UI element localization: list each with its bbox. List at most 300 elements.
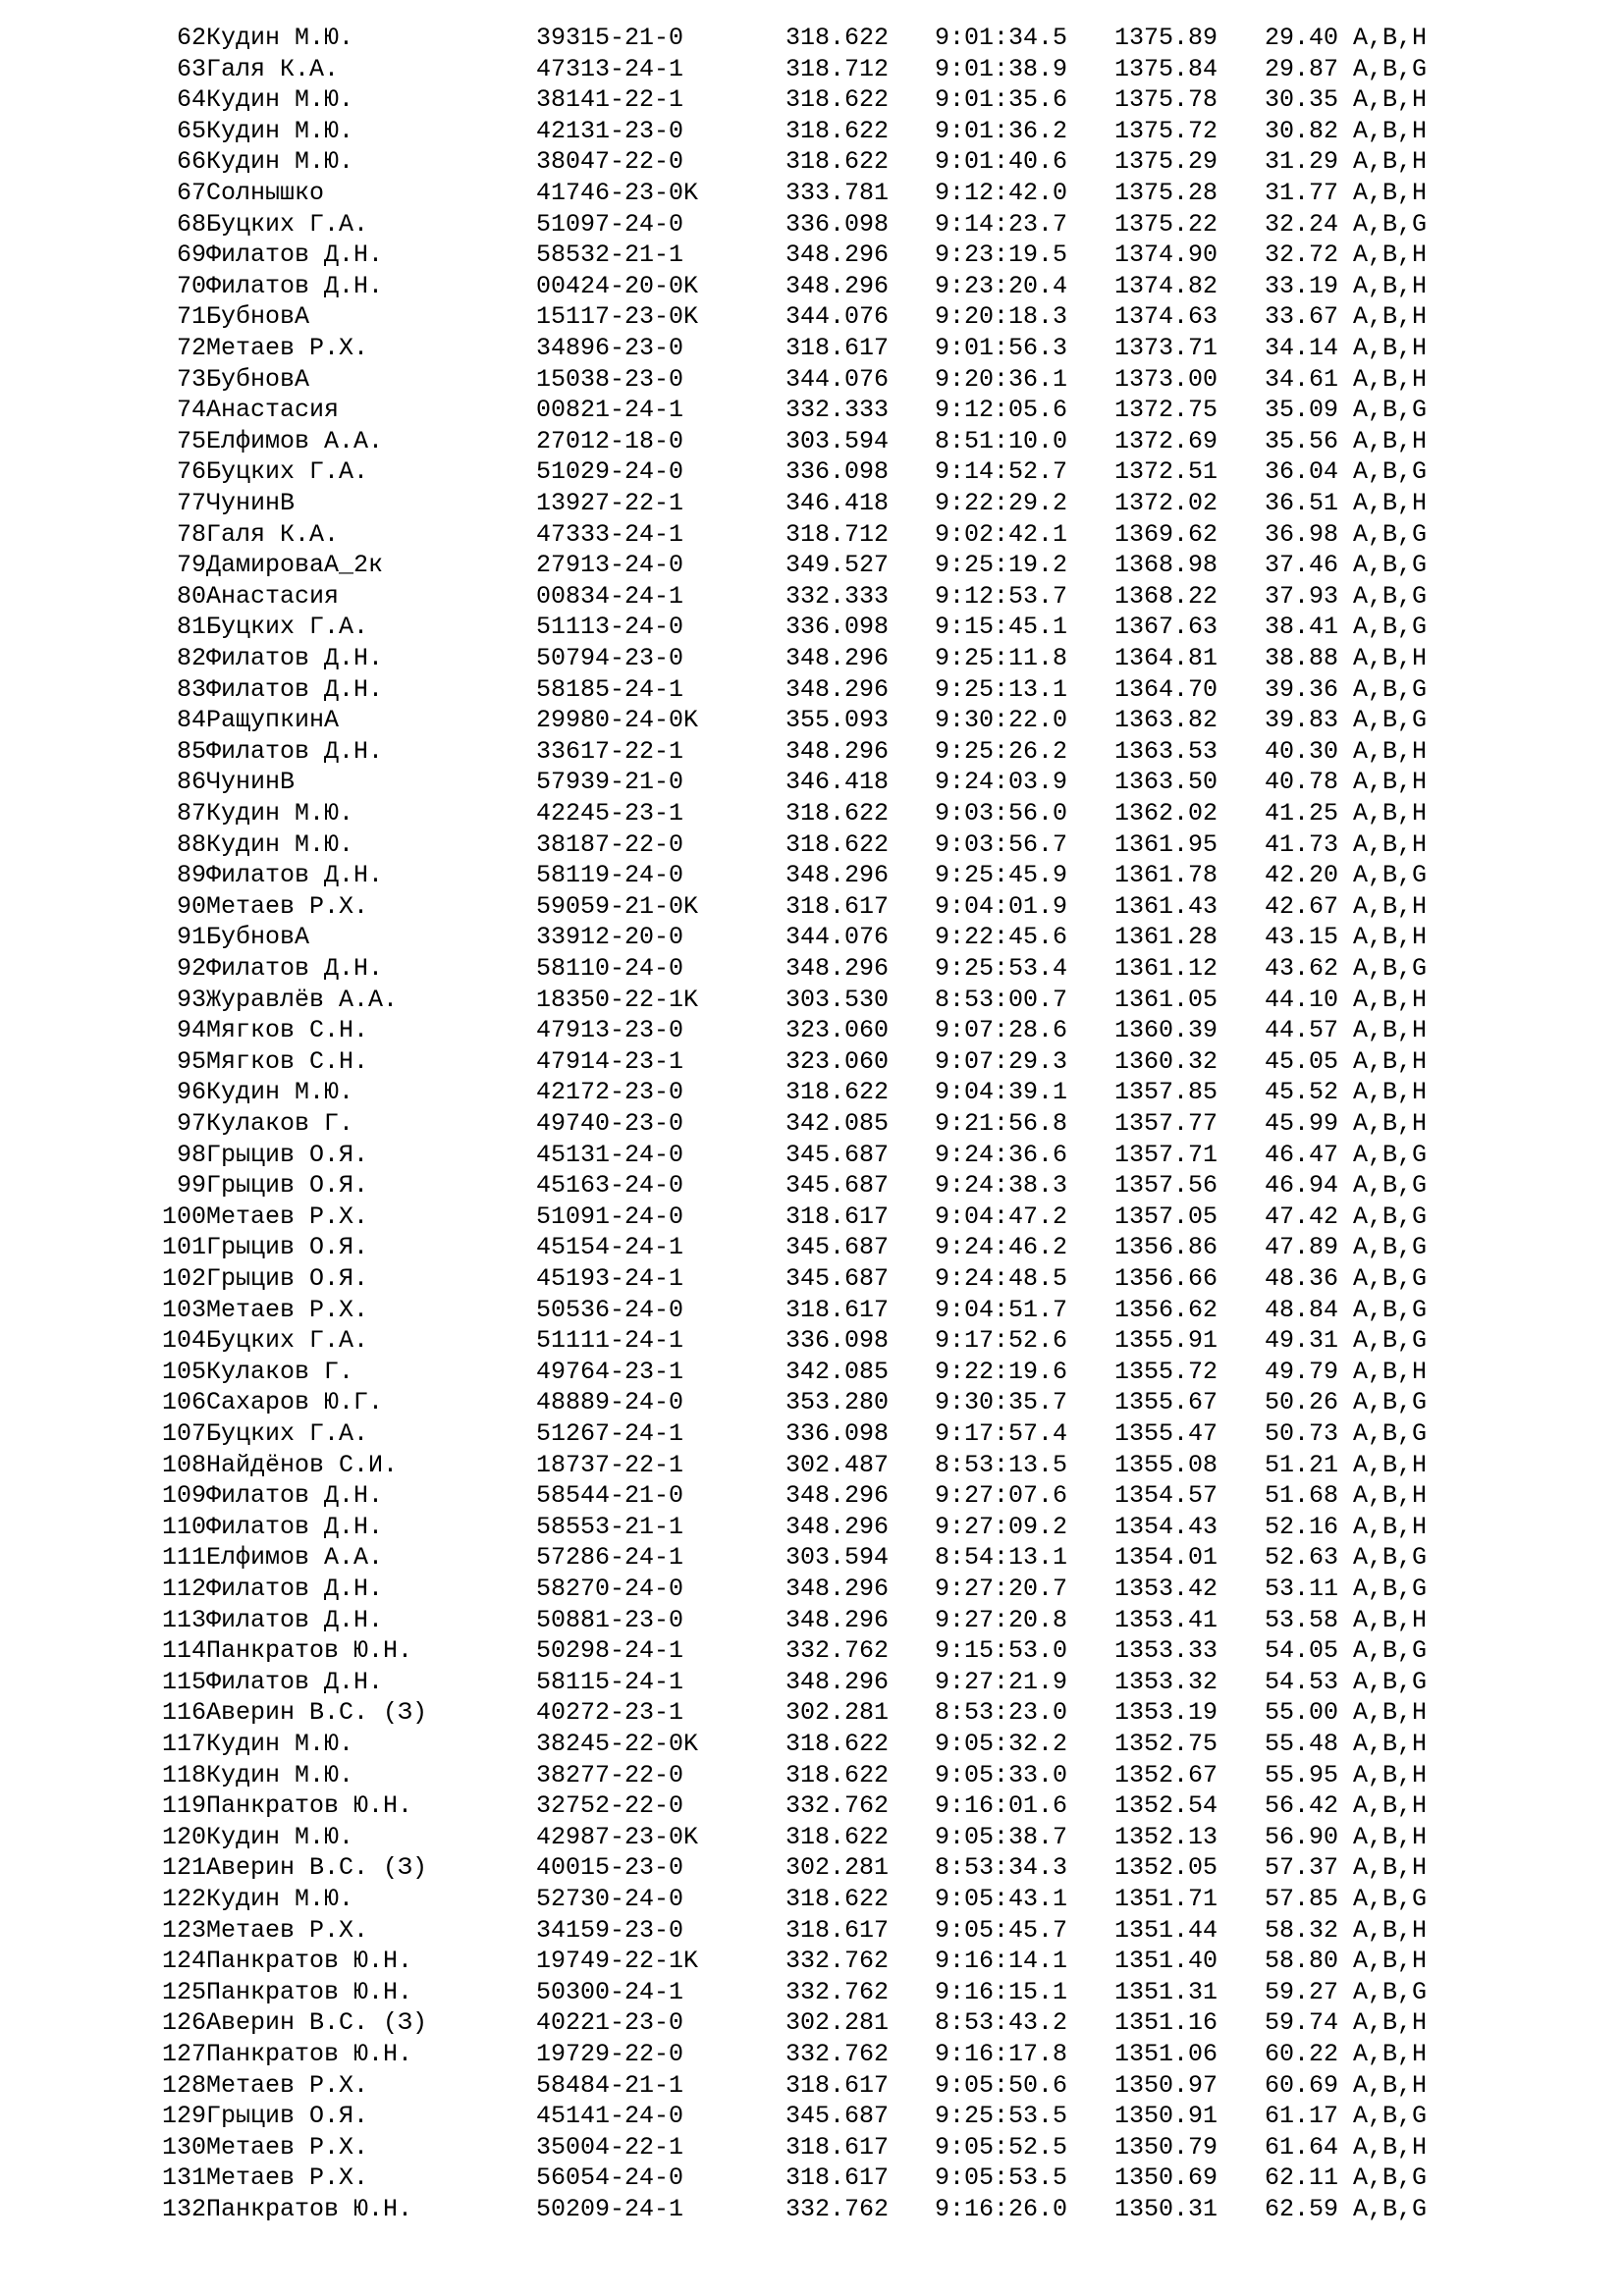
place-number: 105 <box>161 1357 206 1386</box>
arrival-time: 9:02:42.1 <box>935 519 1068 549</box>
arrival-time: 9:14:52.7 <box>935 457 1068 487</box>
coefficient: 51.21 A,B,H <box>1265 1450 1428 1479</box>
place-number: 82 <box>176 644 206 672</box>
arrival-time: 9:01:35.6 <box>935 85 1068 115</box>
fancier-name: Метаев Р.Х. <box>206 1295 369 1324</box>
arrival-time: 9:20:36.1 <box>935 364 1068 394</box>
coefficient: 35.56 A,B,H <box>1265 426 1428 455</box>
coefficient: 62.11 A,B,G <box>1265 2163 1428 2193</box>
place-number: 96 <box>176 1078 206 1107</box>
fancier-name: Панкратов Ю.Н. <box>206 1947 413 1976</box>
distance: 318.622 <box>785 116 890 145</box>
distance: 348.296 <box>785 644 890 672</box>
coefficient: 47.89 A,B,G <box>1265 1233 1428 1262</box>
arrival-time: 9:05:53.5 <box>935 2163 1068 2193</box>
table-row <box>0 550 1624 581</box>
distance: 303.594 <box>785 426 890 455</box>
coefficient: 41.25 A,B,H <box>1265 799 1428 828</box>
distance: 336.098 <box>785 613 890 642</box>
fancier-name: Филатов Д.Н. <box>206 1481 384 1511</box>
fancier-name: Елфимов А.А. <box>206 426 384 455</box>
coefficient: 45.05 A,B,H <box>1265 1046 1428 1076</box>
fancier-name: БубновА <box>206 923 310 952</box>
table-row <box>0 1387 1624 1418</box>
ring-number: 13927-22-1 <box>536 489 684 517</box>
ring-number: 50536-24-0 <box>536 1295 684 1324</box>
distance: 302.281 <box>785 2008 890 2038</box>
fancier-name: Филатов Д.Н. <box>206 240 384 270</box>
place-number: 94 <box>176 1016 206 1045</box>
coefficient: 49.31 A,B,G <box>1265 1326 1428 1356</box>
table-row <box>0 922 1624 953</box>
distance: 348.296 <box>785 736 890 766</box>
coefficient: 52.16 A,B,H <box>1265 1512 1428 1541</box>
distance: 318.622 <box>785 1078 890 1107</box>
coefficient: 58.80 A,B,H <box>1265 1947 1428 1976</box>
ring-number: 50881-23-0 <box>536 1605 684 1634</box>
place-number: 118 <box>161 1760 206 1789</box>
fancier-name: Панкратов Ю.Н. <box>206 2195 413 2223</box>
coefficient: 42.67 A,B,H <box>1265 891 1428 921</box>
ring-number: 15038-23-0 <box>536 364 684 394</box>
distance: 345.687 <box>785 1140 890 1169</box>
fancier-name: Метаев Р.Х. <box>206 891 369 921</box>
distance: 333.781 <box>785 179 890 207</box>
ring-number: 41746-23-0K <box>536 179 699 207</box>
place-number: 77 <box>176 489 206 517</box>
speed: 1351.71 <box>1114 1885 1218 1913</box>
fancier-name: Буцких Г.А. <box>206 209 369 239</box>
ring-number: 38047-22-0 <box>536 147 684 177</box>
arrival-time: 9:17:52.6 <box>935 1326 1068 1356</box>
coefficient: 33.67 A,B,H <box>1265 302 1428 332</box>
arrival-time: 9:16:15.1 <box>935 1977 1068 2006</box>
arrival-time: 8:53:13.5 <box>935 1450 1068 1479</box>
table-row <box>0 1542 1624 1574</box>
speed: 1374.90 <box>1114 240 1218 270</box>
coefficient: 36.98 A,B,G <box>1265 519 1428 549</box>
distance: 353.280 <box>785 1388 890 1417</box>
table-row <box>0 333 1624 364</box>
speed: 1361.95 <box>1114 829 1218 859</box>
ring-number: 33912-20-0 <box>536 923 684 952</box>
ring-number: 15117-23-0K <box>536 302 699 332</box>
coefficient: 59.27 A,B,G <box>1265 1977 1428 2006</box>
arrival-time: 9:03:56.7 <box>935 829 1068 859</box>
distance: 318.712 <box>785 519 890 549</box>
ring-number: 59059-21-0K <box>536 891 699 921</box>
fancier-name: Буцких Г.А. <box>206 457 369 487</box>
speed: 1375.29 <box>1114 147 1218 177</box>
fancier-name: Анастасия <box>206 396 340 425</box>
ring-number: 56054-24-0 <box>536 2163 684 2193</box>
table-row <box>0 891 1624 923</box>
place-number: 102 <box>161 1264 206 1293</box>
arrival-time: 9:04:39.1 <box>935 1078 1068 1107</box>
distance: 323.060 <box>785 1046 890 1076</box>
speed: 1354.43 <box>1114 1512 1218 1541</box>
arrival-time: 9:05:45.7 <box>935 1915 1068 1945</box>
ring-number: 40015-23-0 <box>536 1853 684 1883</box>
speed: 1368.22 <box>1114 581 1218 611</box>
fancier-name: Кудин М.Ю. <box>206 1760 354 1789</box>
arrival-time: 9:23:19.5 <box>935 240 1068 270</box>
arrival-time: 9:25:11.8 <box>935 644 1068 672</box>
coefficient: 54.05 A,B,G <box>1265 1636 1428 1666</box>
fancier-name: Кудин М.Ю. <box>206 1730 354 1758</box>
fancier-name: Кудин М.Ю. <box>206 829 354 859</box>
ring-number: 40272-23-1 <box>536 1698 684 1728</box>
speed: 1353.42 <box>1114 1575 1218 1603</box>
arrival-time: 8:53:23.0 <box>935 1698 1068 1728</box>
fancier-name: Метаев Р.Х. <box>206 2132 369 2162</box>
fancier-name: Грыцив О.Я. <box>206 2102 369 2131</box>
ring-number: 51113-24-0 <box>536 613 684 642</box>
speed: 1375.28 <box>1114 179 1218 207</box>
table-row <box>0 1077 1624 1108</box>
table-row <box>0 271 1624 302</box>
coefficient: 30.35 A,B,H <box>1265 85 1428 115</box>
speed: 1353.32 <box>1114 1667 1218 1696</box>
speed: 1372.02 <box>1114 489 1218 517</box>
coefficient: 55.95 A,B,H <box>1265 1760 1428 1789</box>
arrival-time: 9:27:07.6 <box>935 1481 1068 1511</box>
place-number: 84 <box>176 706 206 735</box>
place-number: 63 <box>176 54 206 83</box>
place-number: 113 <box>161 1605 206 1634</box>
distance: 332.762 <box>785 2040 890 2068</box>
coefficient: 44.10 A,B,H <box>1265 985 1428 1014</box>
speed: 1351.44 <box>1114 1915 1218 1945</box>
arrival-time: 9:16:26.0 <box>935 2195 1068 2223</box>
coefficient: 50.73 A,B,G <box>1265 1419 1428 1448</box>
coefficient: 45.99 A,B,H <box>1265 1109 1428 1138</box>
distance: 344.076 <box>785 923 890 952</box>
fancier-name: Кудин М.Ю. <box>206 1885 354 1913</box>
ring-number: 42987-23-0K <box>536 1822 699 1851</box>
distance: 318.622 <box>785 799 890 828</box>
arrival-time: 9:24:36.6 <box>935 1140 1068 1169</box>
table-row <box>0 23 1624 54</box>
place-number: 112 <box>161 1575 206 1603</box>
table-row <box>0 209 1624 240</box>
speed: 1362.02 <box>1114 799 1218 828</box>
coefficient: 36.51 A,B,H <box>1265 489 1428 517</box>
coefficient: 46.47 A,B,G <box>1265 1140 1428 1169</box>
speed: 1372.75 <box>1114 396 1218 425</box>
speed: 1352.75 <box>1114 1730 1218 1758</box>
coefficient: 43.15 A,B,H <box>1265 923 1428 952</box>
speed: 1375.78 <box>1114 85 1218 115</box>
ring-number: 48889-24-0 <box>536 1388 684 1417</box>
distance: 302.281 <box>785 1698 890 1728</box>
speed: 1360.32 <box>1114 1046 1218 1076</box>
distance: 303.530 <box>785 985 890 1014</box>
distance: 302.487 <box>785 1450 890 1479</box>
fancier-name: Аверин В.С. (З) <box>206 1698 428 1728</box>
speed: 1369.62 <box>1114 519 1218 549</box>
ring-number: 18737-22-1 <box>536 1450 684 1479</box>
ring-number: 50300-24-1 <box>536 1977 684 2006</box>
table-row <box>0 178 1624 209</box>
speed: 1354.57 <box>1114 1481 1218 1511</box>
arrival-time: 9:24:38.3 <box>935 1171 1068 1201</box>
arrival-time: 9:27:21.9 <box>935 1667 1068 1696</box>
speed: 1372.51 <box>1114 457 1218 487</box>
coefficient: 47.42 A,B,G <box>1265 1201 1428 1231</box>
distance: 332.333 <box>785 581 890 611</box>
distance: 348.296 <box>785 1667 890 1696</box>
ring-number: 47913-23-0 <box>536 1016 684 1045</box>
speed: 1356.62 <box>1114 1295 1218 1324</box>
coefficient: 32.72 A,B,H <box>1265 240 1428 270</box>
arrival-time: 9:27:20.8 <box>935 1605 1068 1634</box>
ring-number: 32752-22-0 <box>536 1791 684 1821</box>
distance: 345.687 <box>785 1171 890 1201</box>
place-number: 111 <box>161 1543 206 1573</box>
table-row <box>0 364 1624 396</box>
ring-number: 00821-24-1 <box>536 396 684 425</box>
arrival-time: 9:30:35.7 <box>935 1388 1068 1417</box>
distance: 332.762 <box>785 1947 890 1976</box>
fancier-name: Филатов Д.Н. <box>206 1667 384 1696</box>
arrival-time: 9:15:53.0 <box>935 1636 1068 1666</box>
ring-number: 51111-24-1 <box>536 1326 684 1356</box>
ring-number: 39315-21-0 <box>536 24 684 52</box>
fancier-name: Филатов Д.Н. <box>206 271 384 300</box>
fancier-name: Филатов Д.Н. <box>206 1512 384 1541</box>
place-number: 88 <box>176 829 206 859</box>
distance: 345.687 <box>785 2102 890 2131</box>
place-number: 78 <box>176 519 206 549</box>
table-row <box>0 426 1624 457</box>
table-row <box>0 1512 1624 1543</box>
distance: 345.687 <box>785 1233 890 1262</box>
ring-number: 58270-24-0 <box>536 1575 684 1603</box>
coefficient: 40.78 A,B,H <box>1265 768 1428 797</box>
table-row <box>0 84 1624 116</box>
place-number: 129 <box>161 2102 206 2131</box>
place-number: 109 <box>161 1481 206 1511</box>
table-row <box>0 1946 1624 1977</box>
place-number: 81 <box>176 613 206 642</box>
speed: 1361.28 <box>1114 923 1218 952</box>
ring-number: 49764-23-1 <box>536 1357 684 1386</box>
coefficient: 29.40 A,B,H <box>1265 24 1428 52</box>
speed: 1350.69 <box>1114 2163 1218 2193</box>
place-number: 98 <box>176 1140 206 1169</box>
distance: 318.617 <box>785 1201 890 1231</box>
fancier-name: Кудин М.Ю. <box>206 799 354 828</box>
table-row <box>0 1170 1624 1201</box>
fancier-name: БубновА <box>206 302 310 332</box>
speed: 1363.50 <box>1114 768 1218 797</box>
arrival-time: 9:12:53.7 <box>935 581 1068 611</box>
ring-number: 58553-21-1 <box>536 1512 684 1541</box>
coefficient: 57.85 A,B,G <box>1265 1885 1428 1913</box>
speed: 1352.67 <box>1114 1760 1218 1789</box>
ring-number: 42245-23-1 <box>536 799 684 828</box>
ring-number: 00834-24-1 <box>536 581 684 611</box>
arrival-time: 9:25:26.2 <box>935 736 1068 766</box>
fancier-name: ЧунинВ <box>206 489 296 517</box>
arrival-time: 9:25:19.2 <box>935 551 1068 580</box>
ring-number: 47313-24-1 <box>536 54 684 83</box>
fancier-name: Аверин В.С. (З) <box>206 1853 428 1883</box>
speed: 1350.91 <box>1114 2102 1218 2131</box>
place-number: 91 <box>176 923 206 952</box>
coefficient: 35.09 A,B,G <box>1265 396 1428 425</box>
arrival-time: 9:14:23.7 <box>935 209 1068 239</box>
distance: 323.060 <box>785 1016 890 1045</box>
table-row <box>0 456 1624 488</box>
speed: 1351.40 <box>1114 1947 1218 1976</box>
arrival-time: 9:03:56.0 <box>935 799 1068 828</box>
table-row <box>0 1915 1624 1947</box>
arrival-time: 9:25:53.5 <box>935 2102 1068 2131</box>
table-row <box>0 1046 1624 1078</box>
ring-number: 38245-22-0K <box>536 1730 699 1758</box>
coefficient: 42.20 A,B,G <box>1265 861 1428 890</box>
ring-number: 58185-24-1 <box>536 674 684 704</box>
fancier-name: Кудин М.Ю. <box>206 85 354 115</box>
arrival-time: 9:04:47.2 <box>935 1201 1068 1231</box>
place-number: 108 <box>161 1450 206 1479</box>
distance: 332.762 <box>785 1791 890 1821</box>
distance: 348.296 <box>785 1481 890 1511</box>
speed: 1355.72 <box>1114 1357 1218 1386</box>
fancier-name: Панкратов Ю.Н. <box>206 1636 413 1666</box>
distance: 318.622 <box>785 85 890 115</box>
fancier-name: Филатов Д.Н. <box>206 674 384 704</box>
ring-number: 51267-24-1 <box>536 1419 684 1448</box>
arrival-time: 9:27:09.2 <box>935 1512 1068 1541</box>
table-row <box>0 488 1624 519</box>
speed: 1351.31 <box>1114 1977 1218 2006</box>
table-row <box>0 1450 1624 1481</box>
arrival-time: 9:05:38.7 <box>935 1822 1068 1851</box>
place-number: 71 <box>176 302 206 332</box>
arrival-time: 9:01:40.6 <box>935 147 1068 177</box>
arrival-time: 9:16:17.8 <box>935 2040 1068 2068</box>
distance: 318.617 <box>785 2070 890 2100</box>
place-number: 80 <box>176 581 206 611</box>
coefficient: 38.88 A,B,H <box>1265 644 1428 672</box>
place-number: 67 <box>176 179 206 207</box>
distance: 302.281 <box>785 1853 890 1883</box>
arrival-time: 9:07:29.3 <box>935 1046 1068 1076</box>
table-row <box>0 798 1624 829</box>
table-row <box>0 1140 1624 1171</box>
speed: 1357.71 <box>1114 1140 1218 1169</box>
speed: 1361.12 <box>1114 954 1218 983</box>
fancier-name: Буцких Г.А. <box>206 613 369 642</box>
arrival-time: 9:24:48.5 <box>935 1264 1068 1293</box>
speed: 1350.79 <box>1114 2132 1218 2162</box>
ring-number: 50209-24-1 <box>536 2195 684 2223</box>
place-number: 119 <box>161 1791 206 1821</box>
ring-number: 19729-22-0 <box>536 2040 684 2068</box>
arrival-time: 9:16:14.1 <box>935 1947 1068 1976</box>
place-number: 83 <box>176 674 206 704</box>
ring-number: 38187-22-0 <box>536 829 684 859</box>
speed: 1374.82 <box>1114 271 1218 300</box>
place-number: 64 <box>176 85 206 115</box>
arrival-time: 8:53:34.3 <box>935 1853 1068 1883</box>
ring-number: 34159-23-0 <box>536 1915 684 1945</box>
coefficient: 29.87 A,B,G <box>1265 54 1428 83</box>
ring-number: 45193-24-1 <box>536 1264 684 1293</box>
arrival-time: 9:23:20.4 <box>935 271 1068 300</box>
table-row <box>0 301 1624 333</box>
arrival-time: 8:51:10.0 <box>935 426 1068 455</box>
arrival-time: 9:05:43.1 <box>935 1885 1068 1913</box>
arrival-time: 9:17:57.4 <box>935 1419 1068 1448</box>
speed: 1364.70 <box>1114 674 1218 704</box>
fancier-name: Солнышко <box>206 179 325 207</box>
speed: 1354.01 <box>1114 1543 1218 1573</box>
place-number: 73 <box>176 364 206 394</box>
fancier-name: Метаев Р.Х. <box>206 1201 369 1231</box>
arrival-time: 8:54:13.1 <box>935 1543 1068 1573</box>
table-row <box>0 1480 1624 1512</box>
table-row <box>0 519 1624 551</box>
distance: 332.762 <box>785 2195 890 2223</box>
coefficient: 38.41 A,B,G <box>1265 613 1428 642</box>
table-row <box>0 2101 1624 2132</box>
distance: 332.333 <box>785 396 890 425</box>
table-row <box>0 1852 1624 1884</box>
arrival-time: 9:24:46.2 <box>935 1233 1068 1262</box>
distance: 336.098 <box>785 1326 890 1356</box>
place-number: 79 <box>176 551 206 580</box>
fancier-name: Метаев Р.Х. <box>206 2163 369 2193</box>
place-number: 93 <box>176 985 206 1014</box>
table-row <box>0 1201 1624 1233</box>
ring-number: 38141-22-1 <box>536 85 684 115</box>
fancier-name: Панкратов Ю.Н. <box>206 1791 413 1821</box>
place-number: 110 <box>161 1512 206 1541</box>
table-row <box>0 2194 1624 2225</box>
ring-number: 47914-23-1 <box>536 1046 684 1076</box>
ring-number: 50298-24-1 <box>536 1636 684 1666</box>
distance: 303.594 <box>785 1543 890 1573</box>
place-number: 90 <box>176 891 206 921</box>
distance: 332.762 <box>785 1636 890 1666</box>
fancier-name: Филатов Д.Н. <box>206 644 384 672</box>
place-number: 74 <box>176 396 206 425</box>
place-number: 120 <box>161 1822 206 1851</box>
arrival-time: 9:22:19.6 <box>935 1357 1068 1386</box>
speed: 1372.69 <box>1114 426 1218 455</box>
coefficient: 53.11 A,B,G <box>1265 1575 1428 1603</box>
ring-number: 51029-24-0 <box>536 457 684 487</box>
fancier-name: Метаев Р.Х. <box>206 334 369 362</box>
fancier-name: Аверин В.С. (З) <box>206 2008 428 2038</box>
place-number: 95 <box>176 1046 206 1076</box>
table-row <box>0 1574 1624 1605</box>
ring-number: 58544-21-0 <box>536 1481 684 1511</box>
distance: 336.098 <box>785 1419 890 1448</box>
place-number: 130 <box>161 2132 206 2162</box>
fancier-name: Грыцив О.Я. <box>206 1140 369 1169</box>
ring-number: 51097-24-0 <box>536 209 684 239</box>
table-row <box>0 736 1624 768</box>
fancier-name: Анастасия <box>206 581 340 611</box>
table-row <box>0 1822 1624 1853</box>
ring-number: 58532-21-1 <box>536 240 684 270</box>
coefficient: 36.04 A,B,G <box>1265 457 1428 487</box>
